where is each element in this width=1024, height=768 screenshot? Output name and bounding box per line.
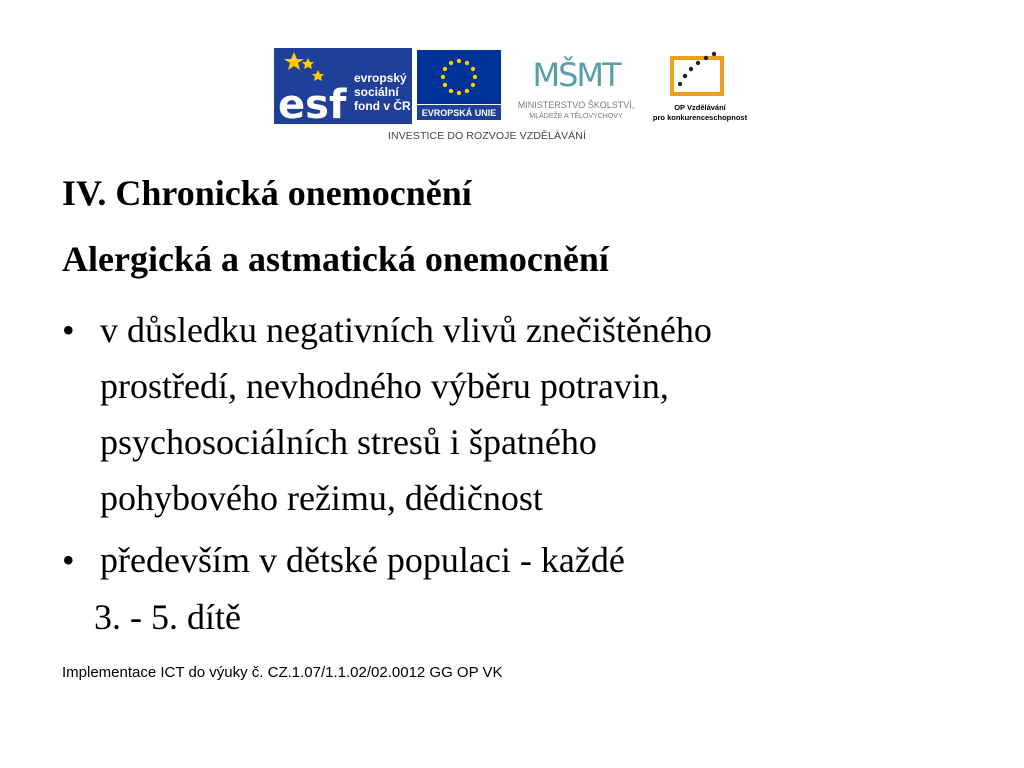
bullet-line: psychosociálních stresů i špatného xyxy=(100,422,597,462)
bullet-item xyxy=(62,302,962,526)
logo-strip xyxy=(270,44,750,148)
footer-text: Implementace ICT do výuky č. CZ.1.07/1.1.02/02.0012 GG OP VK xyxy=(62,664,503,681)
msmt-line1: MINISTERSTVO ŠKOLSTVÍ, xyxy=(517,100,635,110)
msmt-logo xyxy=(506,46,646,124)
bullet-line: prostředí, nevhodného výběru potravin, xyxy=(100,366,669,406)
esf-line2: sociální xyxy=(354,85,399,99)
invest-tagline: INVESTICE DO ROZVOJE VZDĚLÁVÁNÍ xyxy=(388,130,586,142)
msmt-line2: MLÁDEŽE A TĚLOVÝCHOVY xyxy=(529,113,623,120)
bullet-item xyxy=(62,532,962,588)
esf-line3: fond v ČR xyxy=(354,99,411,113)
bullet-continuation: 3. - 5. dítě xyxy=(94,597,241,637)
esf-logo xyxy=(274,48,412,124)
eu-label: EVROPSKÁ UNIE xyxy=(421,108,497,118)
opvk-line2: pro konkurenceschopnost xyxy=(652,113,748,122)
esf-mark: esf xyxy=(278,82,347,124)
slide-title: IV. Chronická onemocnění xyxy=(62,173,472,213)
esf-line1: evropský xyxy=(354,71,407,85)
bullet-line: pohybového režimu, dědičnost xyxy=(100,478,543,518)
bullet-symbol: • xyxy=(62,310,75,350)
bullet-list xyxy=(62,302,962,588)
bullet-line: v důsledku negativních vlivů znečištěného xyxy=(100,310,712,350)
slide-subtitle: Alergická a astmatická onemocnění xyxy=(62,239,609,279)
eu-flag-logo xyxy=(417,50,501,120)
bullet-symbol: • xyxy=(62,540,75,580)
msmt-mark: MŠMT xyxy=(532,56,620,94)
bullet-line: především v dětské populaci - každé xyxy=(100,540,625,580)
opvk-line1: OP Vzdělávání xyxy=(674,103,726,112)
opvk-logo xyxy=(652,46,748,124)
